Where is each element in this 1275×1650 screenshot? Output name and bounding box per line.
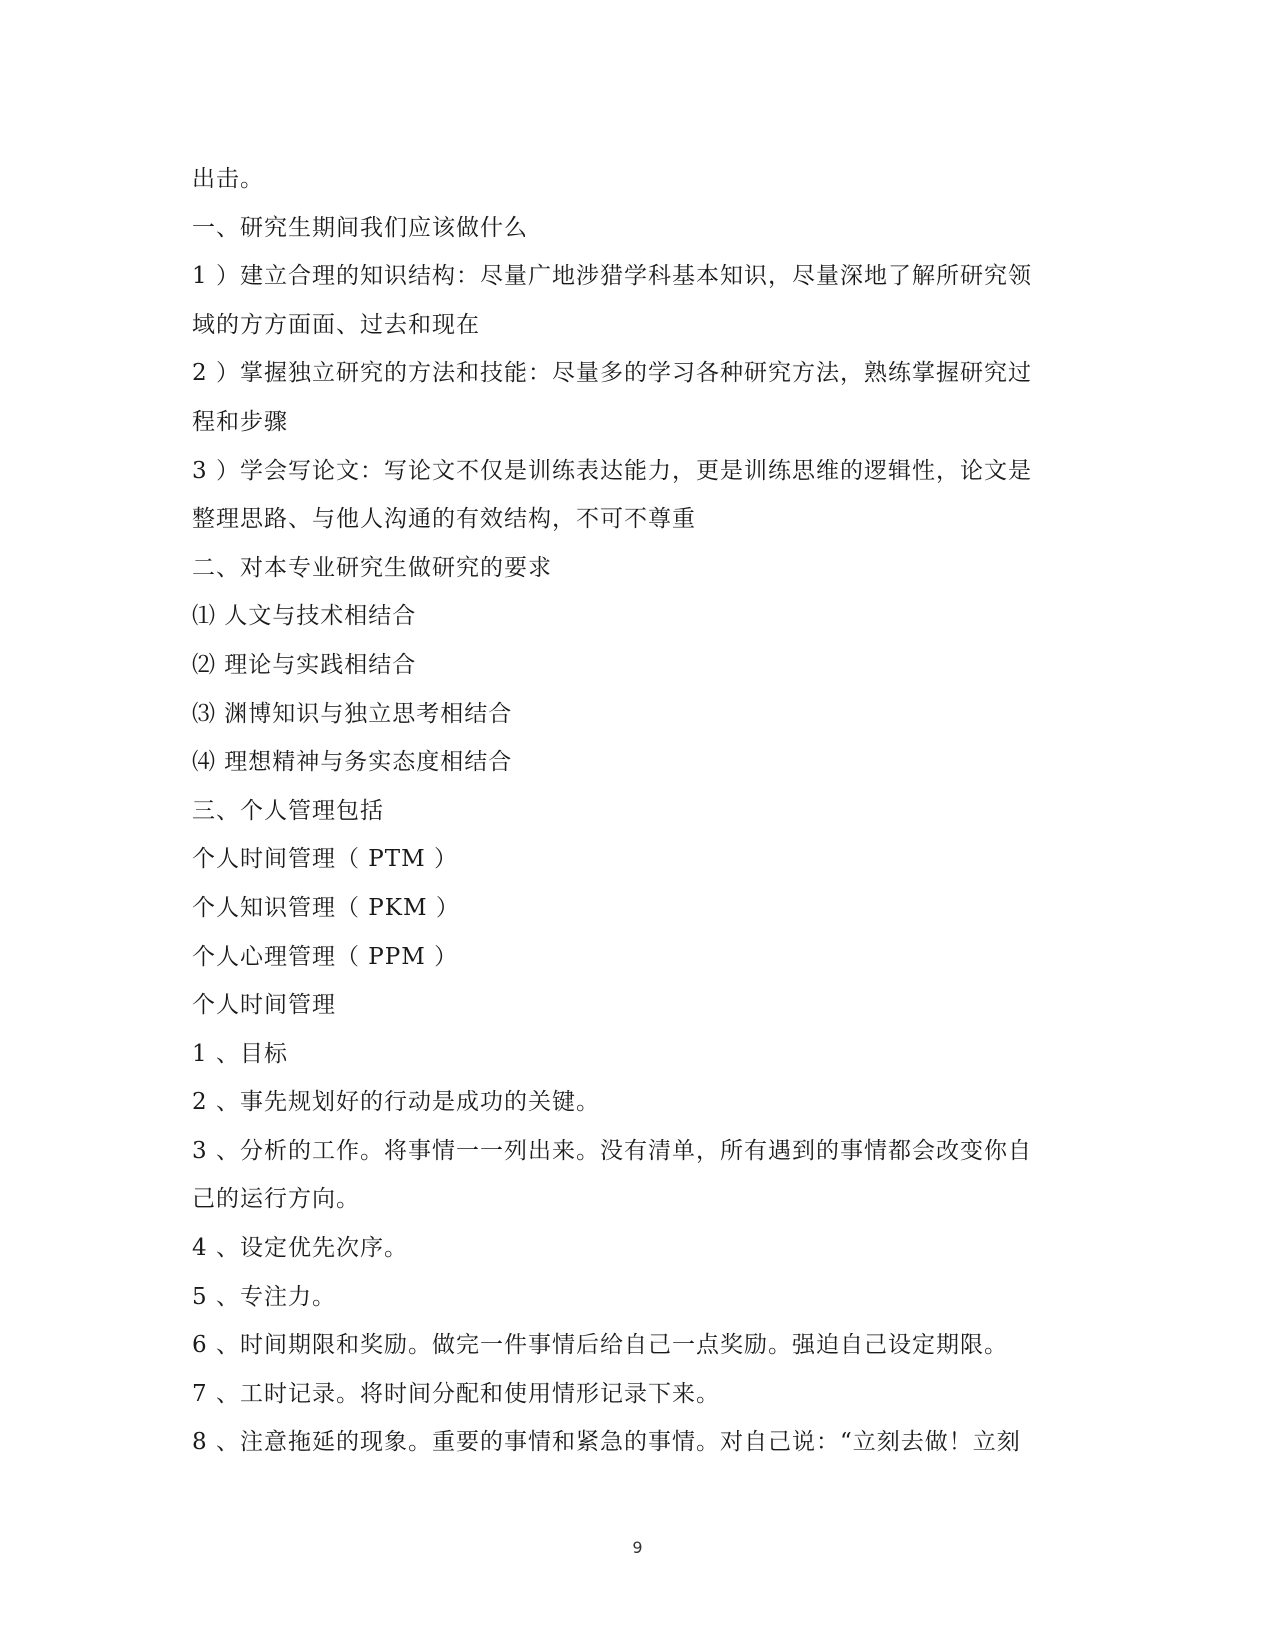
list-item: 8 、注意拖延的现象。重要的事情和紧急的事情。对自己说：“立刻去做！立刻 — [192, 1429, 1021, 1456]
list-item: 1 、目标 — [192, 1040, 288, 1067]
text-line: 2 ）掌握独立研究的方法和技能：尽量多的学习各种研究方法，熟练掌握研究过 — [192, 360, 1032, 387]
list-item: 6 、时间期限和奖励。做完一件事情后给自己一点奖励。强迫自己设定期限。 — [192, 1332, 1008, 1359]
list-item: 5 、专注力。 — [192, 1283, 336, 1310]
text-line: 整理思路、与他人沟通的有效结构，不可不尊重 — [192, 506, 696, 533]
body-text — [192, 155, 1067, 1467]
list-item: 个人时间管理（ PTM ） — [192, 846, 458, 873]
section-heading-1: 一、研究生期间我们应该做什么 — [192, 214, 528, 241]
text-line: 3 ）学会写论文：写论文不仅是训练表达能力，更是训练思维的逻辑性，论文是 — [192, 457, 1032, 484]
section-heading-2: 二、对本专业研究生做研究的要求 — [192, 554, 552, 581]
list-item: 3 、分析的工作。将事情一一列出来。没有清单，所有遇到的事情都会改变你自 — [192, 1137, 1032, 1164]
list-item: 4 、设定优先次序。 — [192, 1235, 408, 1262]
text-line: 己的运行方向。 — [192, 1186, 360, 1213]
list-item: ⑶ 渊博知识与独立思考相结合 — [192, 700, 513, 727]
list-item: 个人心理管理（ PPM ） — [192, 943, 459, 970]
list-item: 个人知识管理（ PKM ） — [192, 894, 460, 921]
text-line: 出击。 — [192, 166, 264, 192]
text-line: 1 ）建立合理的知识结构：尽量广地涉猎学科基本知识，尽量深地了解所研究领 — [192, 263, 1032, 290]
list-item: 2 、事先规划好的行动是成功的关键。 — [192, 1089, 600, 1116]
list-item: ⑵ 理论与实践相结合 — [192, 651, 417, 678]
section-heading-3: 三、个人管理包括 — [192, 797, 384, 824]
text-line: 程和步骤 — [192, 408, 288, 435]
list-item: ⑷ 理想精神与务实态度相结合 — [192, 749, 513, 776]
list-item: ⑴ 人文与技术相结合 — [192, 603, 417, 630]
subheading: 个人时间管理 — [192, 992, 336, 1019]
page-number: 9 — [632, 1538, 643, 1557]
text-line: 域的方方面面、过去和现在 — [192, 311, 480, 338]
list-item: 7 、工时记录。将时间分配和使用情形记录下来。 — [192, 1380, 720, 1407]
